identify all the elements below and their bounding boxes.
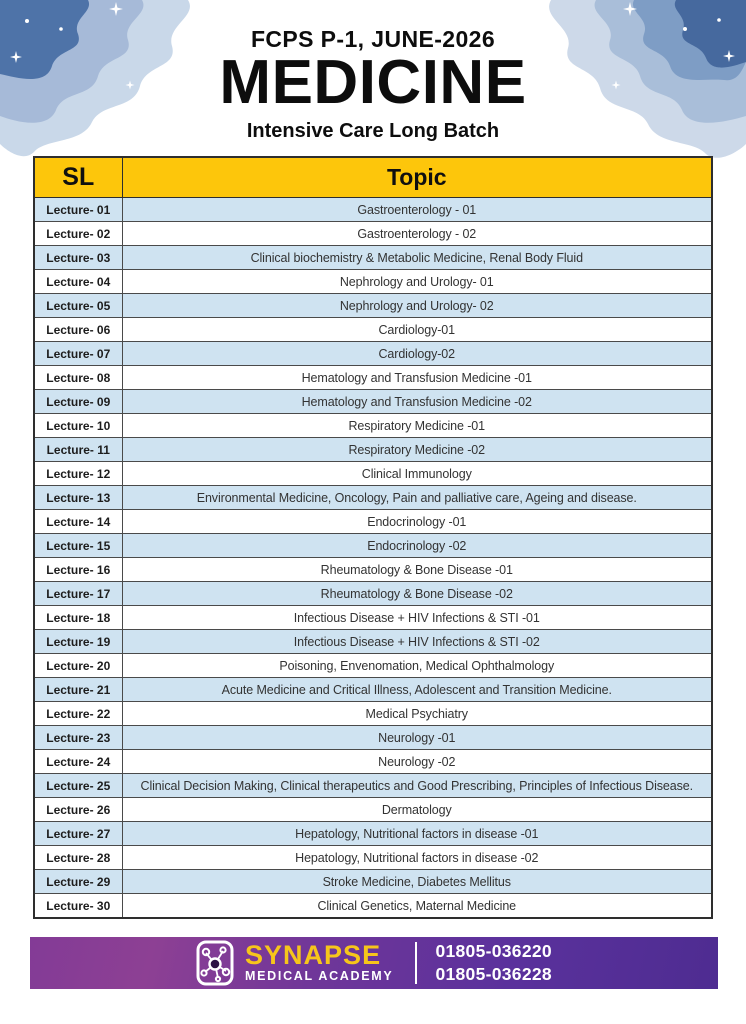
table-row (34, 654, 712, 678)
lecture-topic-cell: Infectious Disease + HIV Infections & STI -02 (122, 630, 712, 654)
table-body (34, 198, 712, 919)
lecture-topic-cell: Gastroenterology - 01 (122, 198, 712, 222)
lecture-number-cell: Lecture- 10 (34, 414, 122, 438)
brand-tagline: MEDICAL ACADEMY (245, 969, 394, 984)
table-row (34, 318, 712, 342)
header-kicker: FCPS P-1, JUNE-2026 (250, 26, 496, 52)
lecture-topic-cell: Respiratory Medicine -02 (122, 438, 712, 462)
phone-number-1: 01805-036220 (435, 941, 552, 961)
table-row (34, 678, 712, 702)
phone-block (435, 940, 552, 986)
lecture-number-cell: Lecture- 25 (34, 774, 122, 798)
table-row (34, 894, 712, 919)
lecture-number-cell: Lecture- 09 (34, 390, 122, 414)
lecture-number-cell: Lecture- 14 (34, 510, 122, 534)
column-header-topic: Topic (122, 157, 712, 198)
table-row (34, 222, 712, 246)
lecture-topic-cell: Nephrology and Urology- 02 (122, 294, 712, 318)
lecture-topic-cell: Cardiology-02 (122, 342, 712, 366)
table-row (34, 846, 712, 870)
lecture-topic-cell: Endocrinology -02 (122, 534, 712, 558)
lecture-topic-cell: Hematology and Transfusion Medicine -02 (122, 390, 712, 414)
lecture-number-cell: Lecture- 13 (34, 486, 122, 510)
lecture-number-cell: Lecture- 06 (34, 318, 122, 342)
table-row (34, 606, 712, 630)
lecture-topic-cell: Acute Medicine and Critical Illness, Adolescent and Transition Medicine. (122, 678, 712, 702)
lecture-number-cell: Lecture- 17 (34, 582, 122, 606)
lecture-number-cell: Lecture- 18 (34, 606, 122, 630)
table-row (34, 726, 712, 750)
lecture-topic-cell: Hepatology, Nutritional factors in disease -02 (122, 846, 712, 870)
table-row (34, 198, 712, 222)
page-title: MEDICINE (219, 48, 527, 117)
lecture-topic-cell: Cardiology-01 (122, 318, 712, 342)
lecture-topic-cell: Environmental Medicine, Oncology, Pain and palliative care, Ageing and disease. (122, 486, 712, 510)
lecture-number-cell: Lecture- 16 (34, 558, 122, 582)
table-row (34, 750, 712, 774)
brand-name: SYNAPSE (245, 940, 382, 971)
table-row (34, 798, 712, 822)
lecture-topic-cell: Clinical Immunology (122, 462, 712, 486)
lecture-number-cell: Lecture- 26 (34, 798, 122, 822)
lecture-number-cell: Lecture- 12 (34, 462, 122, 486)
lecture-topic-cell: Poisoning, Envenomation, Medical Ophthalmology (122, 654, 712, 678)
table-row (34, 270, 712, 294)
table-row (34, 702, 712, 726)
lecture-topic-cell: Stroke Medicine, Diabetes Mellitus (122, 870, 712, 894)
lecture-topic-cell: Neurology -02 (122, 750, 712, 774)
table-row (34, 558, 712, 582)
lecture-number-cell: Lecture- 19 (34, 630, 122, 654)
lecture-topic-cell: Hematology and Transfusion Medicine -01 (122, 366, 712, 390)
lecture-number-cell: Lecture- 30 (34, 894, 122, 919)
lecture-number-cell: Lecture- 04 (34, 270, 122, 294)
table-header-row (34, 157, 712, 198)
lecture-number-cell: Lecture- 27 (34, 822, 122, 846)
lecture-number-cell: Lecture- 08 (34, 366, 122, 390)
lecture-topic-cell: Endocrinology -01 (122, 510, 712, 534)
lecture-number-cell: Lecture- 23 (34, 726, 122, 750)
lecture-number-cell: Lecture- 11 (34, 438, 122, 462)
lecture-number-cell: Lecture- 21 (34, 678, 122, 702)
lecture-topic-cell: Clinical Decision Making, Clinical therapeutics and Good Prescribing, Principles of Infectious Disease. (122, 774, 712, 798)
lecture-number-cell: Lecture- 05 (34, 294, 122, 318)
lecture-number-cell: Lecture- 01 (34, 198, 122, 222)
table-row (34, 510, 712, 534)
table-row (34, 294, 712, 318)
phone-number-2: 01805-036228 (435, 964, 552, 984)
lecture-topic-cell: Gastroenterology - 02 (122, 222, 712, 246)
lecture-number-cell: Lecture- 20 (34, 654, 122, 678)
table-row (34, 582, 712, 606)
footer-divider (415, 942, 417, 984)
lecture-topic-cell: Neurology -01 (122, 726, 712, 750)
table-row (34, 414, 712, 438)
table-row (34, 486, 712, 510)
table-row (34, 438, 712, 462)
lecture-topic-cell: Rheumatology & Bone Disease -01 (122, 558, 712, 582)
header-subtitle: Intensive Care Long Batch (246, 120, 500, 142)
table-row (34, 534, 712, 558)
column-header-sl: SL (34, 157, 122, 198)
schedule-table (33, 156, 713, 919)
table-row (34, 390, 712, 414)
table-row (34, 342, 712, 366)
table-row (34, 462, 712, 486)
lecture-topic-cell: Dermatology (122, 798, 712, 822)
lecture-number-cell: Lecture- 29 (34, 870, 122, 894)
table-row (34, 822, 712, 846)
lecture-number-cell: Lecture- 03 (34, 246, 122, 270)
synapse-molecule-icon (196, 940, 234, 986)
lecture-topic-cell: Infectious Disease + HIV Infections & STI -01 (122, 606, 712, 630)
lecture-number-cell: Lecture- 15 (34, 534, 122, 558)
lecture-topic-cell: Medical Psychiatry (122, 702, 712, 726)
lecture-topic-cell: Clinical biochemistry & Metabolic Medicine, Renal Body Fluid (122, 246, 712, 270)
lecture-number-cell: Lecture- 07 (34, 342, 122, 366)
header (0, 0, 746, 143)
lecture-number-cell: Lecture- 22 (34, 702, 122, 726)
brand-block (245, 940, 394, 984)
lecture-topic-cell: Nephrology and Urology- 01 (122, 270, 712, 294)
table-row (34, 630, 712, 654)
lecture-topic-cell: Clinical Genetics, Maternal Medicine (122, 894, 712, 919)
lecture-topic-cell: Rheumatology & Bone Disease -02 (122, 582, 712, 606)
table-row (34, 366, 712, 390)
lecture-topic-cell: Respiratory Medicine -01 (122, 414, 712, 438)
lecture-number-cell: Lecture- 28 (34, 846, 122, 870)
footer-banner (30, 937, 718, 989)
lecture-number-cell: Lecture- 24 (34, 750, 122, 774)
table-row (34, 246, 712, 270)
table-row (34, 870, 712, 894)
lecture-topic-cell: Hepatology, Nutritional factors in disease -01 (122, 822, 712, 846)
table-row (34, 774, 712, 798)
lecture-number-cell: Lecture- 02 (34, 222, 122, 246)
